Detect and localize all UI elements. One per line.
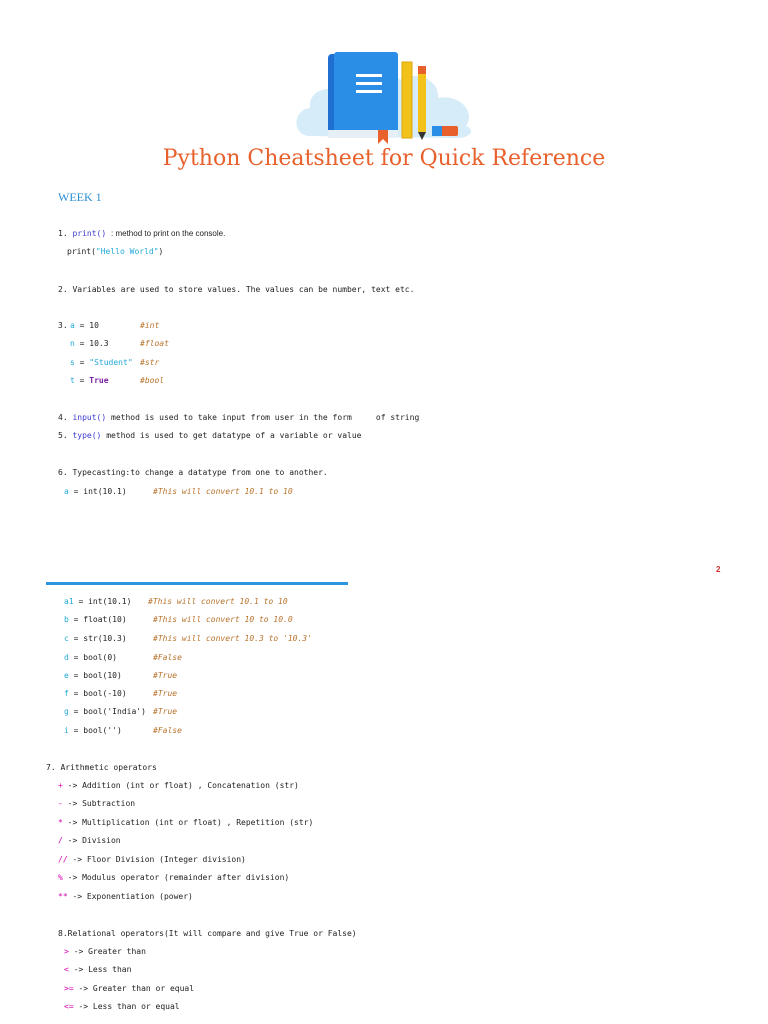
typecast-example xyxy=(64,487,127,496)
operator-row xyxy=(58,818,313,827)
cast-line: f = bool(-10) xyxy=(64,689,127,698)
code-call: float(10) xyxy=(83,615,127,624)
item-variables: 2. Variables are used to store values. The values can be number, text etc. xyxy=(58,285,415,294)
var-name: i xyxy=(64,726,69,735)
code-string: "Hello World" xyxy=(95,247,159,256)
cast-line: i = bool('') xyxy=(64,726,122,735)
item-description: method is used to take input from user in the form of string xyxy=(106,413,420,422)
code-call: bool(0) xyxy=(83,653,117,662)
item-number: 1. xyxy=(58,229,68,238)
item-description: method is used to get datatype of a variable or value xyxy=(101,431,362,440)
var-name: a1 xyxy=(64,597,74,606)
code-call: str(10.3) xyxy=(83,634,127,643)
operator-desc: -> Addition (int or float) , Concatenation (str) xyxy=(62,781,299,790)
operator-row xyxy=(64,1002,180,1011)
var-name: d xyxy=(64,653,69,662)
var-line-3 xyxy=(70,358,133,367)
var-comment: #str xyxy=(140,358,160,367)
code-call: bool('') xyxy=(83,726,122,735)
code-call: bool(-10) xyxy=(83,689,127,698)
function-name: type() xyxy=(72,431,102,440)
operator-desc: -> Greater than or equal xyxy=(73,984,195,993)
var-value: "Student" xyxy=(89,358,133,367)
function-name: input() xyxy=(72,413,107,422)
var-name: g xyxy=(64,707,69,716)
operator-symbol: >= xyxy=(64,984,74,993)
equals: = xyxy=(74,358,90,367)
operator-row xyxy=(64,984,194,993)
function-name: print() xyxy=(72,229,107,238)
page-number: 2 xyxy=(716,565,721,574)
operator-symbol: + xyxy=(58,781,63,790)
operator-desc: -> Subtraction xyxy=(62,799,136,808)
operator-row xyxy=(58,855,246,864)
var-value: 10.3 xyxy=(89,339,109,348)
operator-desc: -> Floor Division (Integer division) xyxy=(67,855,246,864)
equals: = xyxy=(74,321,90,330)
code-comment: #False xyxy=(153,653,182,662)
operator-symbol: * xyxy=(58,818,63,827)
code-call: int(10.1) xyxy=(88,597,132,606)
cast-line: e = bool(10) xyxy=(64,671,122,680)
var-comment: #int xyxy=(140,321,160,330)
operator-row xyxy=(64,947,146,956)
code-comment: #This will convert 10.3 to '10.3' xyxy=(153,634,312,643)
code-comment: #This will convert 10.1 to 10 xyxy=(153,487,293,496)
var-line-2 xyxy=(70,339,109,348)
var-name: f xyxy=(64,689,69,698)
operator-symbol: < xyxy=(64,965,69,974)
cast-line: d = bool(0) xyxy=(64,653,117,662)
cast-line: g = bool('India') xyxy=(64,707,146,716)
item-number-3: 3. xyxy=(58,321,68,330)
operator-desc: -> Multiplication (int or float) , Repetition (str) xyxy=(62,818,314,827)
var-comment: #bool xyxy=(140,376,165,385)
code-comment: #False xyxy=(153,726,182,735)
week-heading: WEEK 1 xyxy=(58,190,102,204)
operator-symbol: <= xyxy=(64,1002,74,1011)
code-call: int(10.1) xyxy=(83,487,127,496)
operator-symbol: ** xyxy=(58,892,68,901)
code-comment: #True xyxy=(153,689,178,698)
operator-symbol: % xyxy=(58,873,63,882)
code-call: bool(10) xyxy=(83,671,122,680)
operator-symbol: // xyxy=(58,855,68,864)
operator-symbol: > xyxy=(64,947,69,956)
code-comment: #True xyxy=(153,707,178,716)
operator-row xyxy=(58,873,289,882)
operator-symbol: / xyxy=(58,836,63,845)
page-title: Python Cheatsheet for Quick Reference xyxy=(162,146,606,171)
operator-desc: -> Less than or equal xyxy=(73,1002,180,1011)
equals: = xyxy=(74,339,90,348)
page-divider xyxy=(46,582,348,585)
cast-line: b = float(10) xyxy=(64,615,127,624)
var-name: n xyxy=(70,339,75,348)
var-line-4 xyxy=(70,376,109,385)
item-typecasting: 6. Typecasting:to change a datatype from one to another. xyxy=(58,468,328,477)
item-description: : method to print on the console. xyxy=(111,229,226,238)
var-line-1 xyxy=(70,321,99,330)
code-paren: ) xyxy=(158,247,164,256)
operator-symbol: - xyxy=(58,799,63,808)
code-comment: #This will convert 10 to 10.0 xyxy=(153,615,293,624)
var-value: 10 xyxy=(89,321,99,330)
operator-row xyxy=(64,965,131,974)
operator-desc: -> Modulus operator (remainder after division) xyxy=(62,873,290,882)
code-comment: #This will convert 10.1 to 10 xyxy=(148,597,288,606)
operator-desc: -> Less than xyxy=(68,965,132,974)
var-name: c xyxy=(64,634,69,643)
var-value: True xyxy=(89,376,109,385)
code-function: print( xyxy=(67,247,96,256)
operator-desc: -> Exponentiation (power) xyxy=(67,892,193,901)
item-print xyxy=(58,229,225,238)
var-name: b xyxy=(64,615,69,624)
cast-line: a1 = int(10.1) xyxy=(64,597,132,606)
operator-row xyxy=(58,892,193,901)
var-name: t xyxy=(70,376,75,385)
code-print-example xyxy=(67,247,163,256)
code-comment: #True xyxy=(153,671,178,680)
item-number: 5. xyxy=(58,431,68,440)
item-number: 4. xyxy=(58,413,68,422)
var-name: s xyxy=(70,358,75,367)
var-name: a xyxy=(64,487,69,496)
relational-heading: 8.Relational operators(It will compare and give True or False) xyxy=(58,929,357,938)
operator-row xyxy=(58,799,135,808)
item-type xyxy=(58,431,361,440)
var-name: e xyxy=(64,671,69,680)
operator-desc: -> Division xyxy=(62,836,121,845)
operator-row xyxy=(58,781,299,790)
book-logo-icon xyxy=(290,40,480,144)
item-input xyxy=(58,413,419,422)
arith-heading: 7. Arithmetic operators xyxy=(46,763,157,772)
var-name: a xyxy=(70,321,75,330)
cast-line: c = str(10.3) xyxy=(64,634,127,643)
equals: = xyxy=(74,376,90,385)
operator-row xyxy=(58,836,121,845)
equals: = xyxy=(68,487,84,496)
code-call: bool('India') xyxy=(83,707,146,716)
var-comment: #float xyxy=(140,339,169,348)
operator-desc: -> Greater than xyxy=(68,947,146,956)
